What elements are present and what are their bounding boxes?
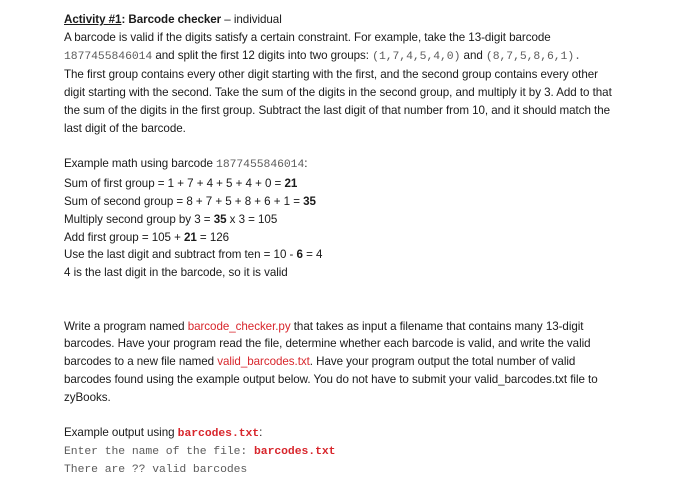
example-math-section [64,155,692,282]
program-outfile: valid_barcodes.txt [217,355,310,369]
sum-first-group [64,175,692,193]
subtract-text-a: Use the last digit and subtract from ten = 10 - [64,248,297,262]
sum-second-value: 35 [303,194,316,208]
example-output-section [64,424,692,479]
program-filename: barcode_checker.py [187,319,291,333]
multiply-text-a: Multiply second group by 3 = [64,212,214,226]
program-line-1b: that takes as input a filename that contains many 13-digit [290,319,584,333]
example-math-label-text: Example math using barcode [64,157,217,171]
program-line-3a: barcodes to a new file named [64,355,218,369]
intro-and: and [460,48,486,62]
add-text-b: = 126 [196,230,230,244]
console-result: There are ?? valid barcodes [64,463,248,476]
example-output-label [64,424,692,444]
program-instructions [64,318,692,407]
multiply-text-b: x 3 = 105 [226,212,278,226]
program-line-4: barcodes found using the example output below. You do not have to submit your valid_barcodes.txt file to [64,372,598,386]
program-line-1a: Write a program named [64,319,188,333]
program-line-1 [64,318,692,336]
intro-barcode: 1877455846014 [64,50,153,63]
intro-paragraph [64,29,692,138]
program-line-3 [64,353,692,371]
example-output-label-text: Example output using [64,426,178,440]
spacer [64,300,692,318]
sum-second-group [64,193,692,211]
example-output-file: barcodes.txt [177,428,260,441]
program-line-3b: . Have your program output the total number of valid [309,355,576,369]
add-bold: 21 [183,230,197,244]
console-prompt-line [64,444,692,462]
intro-line-2 [64,47,692,67]
heading-colon: : [121,13,126,26]
activity-title-bold: Barcode checker [125,13,222,26]
multiply-step [64,211,692,229]
console-prompt: Enter the name of the file: [64,446,254,459]
activity-number: Activity #1 [64,13,122,26]
activity-title-label [125,13,281,26]
program-line-2: barcodes. Have your program read the file, determine whether each barcode is valid, and write the valid [64,337,591,351]
add-step [64,229,692,247]
activity-title-rest: – individual [221,13,282,26]
program-line-5: zyBooks. [64,390,111,404]
example-output-colon: : [259,426,263,440]
intro-line-1: A barcode is valid if the digits satisfy a certain constraint. For example, take the 13-digit barcode [64,30,551,44]
intro-split-text: and split the first 12 digits into two groups: [152,48,373,62]
sum-first-value: 21 [284,177,298,191]
intro-line-6: last digit of the barcode. [64,121,186,135]
assignment-document [64,11,692,480]
console-input: barcodes.txt [254,446,336,459]
activity-heading [64,11,692,29]
conclusion-line: 4 is the last digit in the barcode, so it is valid [64,266,288,280]
multiply-bold: 35 [213,212,227,226]
subtract-bold: 6 [296,248,303,262]
spacer [64,282,692,300]
intro-line-3: The first group contains every other digit starting with the first, and the second group contains every other [64,68,598,82]
spacer [64,407,692,425]
intro-line-4: digit starting with the second. Take the sum of the digits in the second group, and multiply it by 3. Add to that [64,86,612,100]
subtract-text-b: = 4 [302,248,323,262]
add-text-a: Add first group = 105 + [64,230,184,244]
intro-line-5: the sum of the digits in the first group. Subtract the last digit of that number from 10, and it should match the [64,103,610,117]
example-math-label [64,155,692,175]
example-math-barcode: 1877455846014 [216,159,305,172]
example-math-colon: : [304,157,308,171]
sum-second-text: Sum of second group = 8 + 7 + 5 + 8 + 6 + 1 = [64,194,304,208]
subtract-step [64,246,692,264]
intro-group-2: (8,7,5,8,6,1). [485,50,581,63]
sum-first-text: Sum of first group = 1 + 7 + 4 + 5 + 4 + 0 = [64,177,285,191]
spacer [64,138,692,156]
intro-group-1: (1,7,4,5,4,0) [372,50,461,63]
